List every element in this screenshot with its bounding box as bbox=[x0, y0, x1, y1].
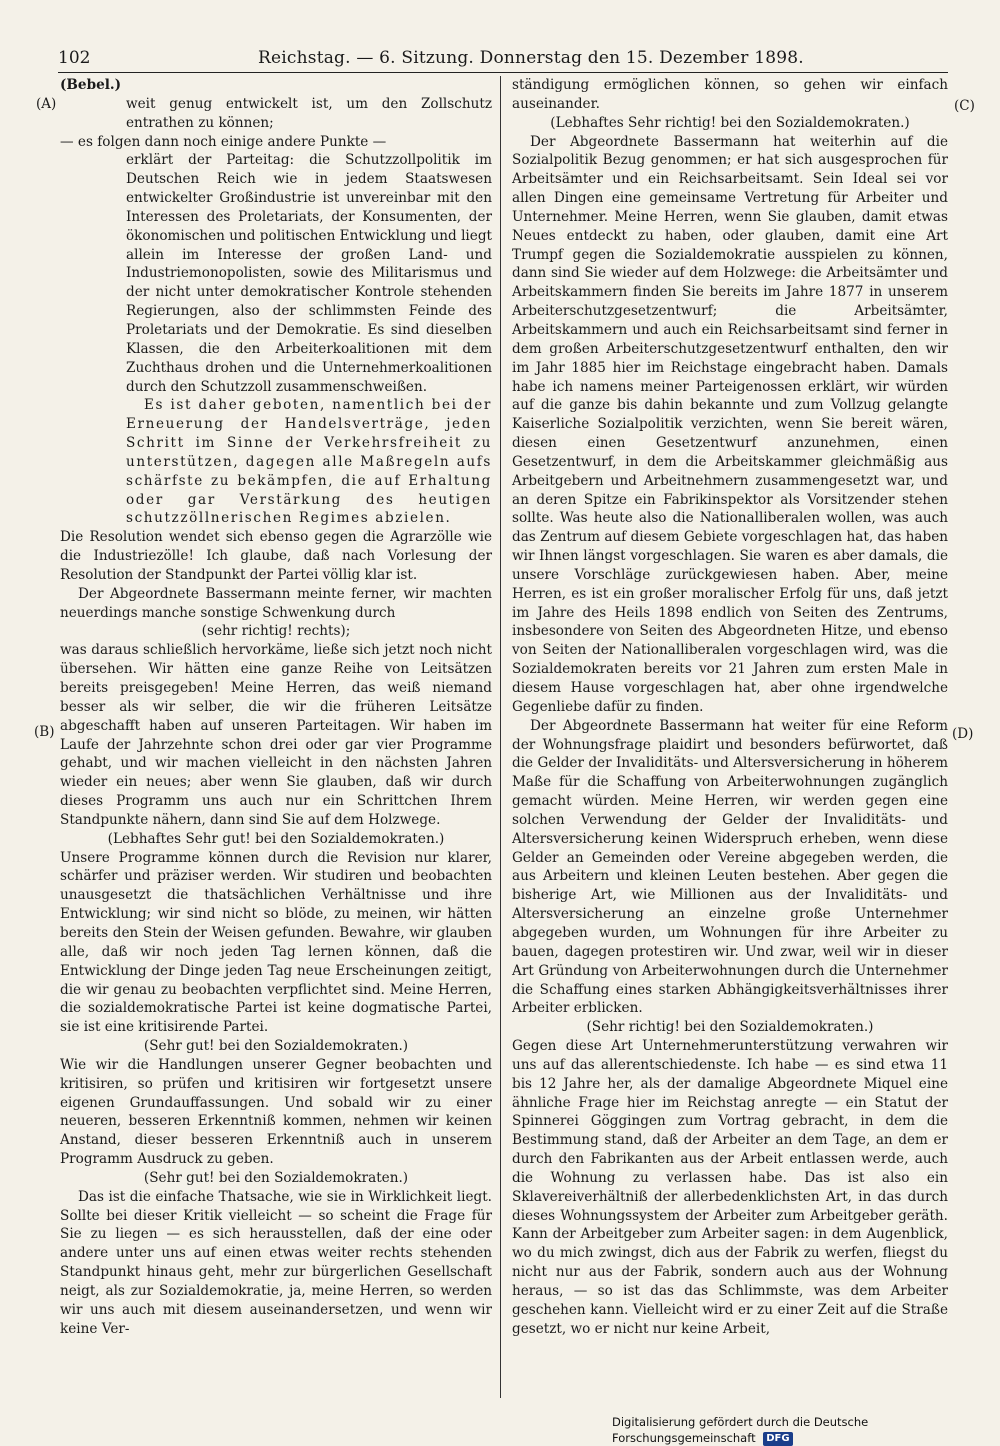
speaker-label: (Bebel.) bbox=[60, 77, 122, 93]
paragraph: Der Abgeordnete Bassermann hat weiter für eine Reform der Wohnungsfrage plaidirt und besonders befürwortet, daß die Gelder der Invaliditäts- und Altersversicherung in höherem Maße für die Schaffung von Arbeiterwohnungen zugänglich gemacht würden. Meine Herren, wir werden gegen eine solchen Verwendung der Gelder der Invaliditäts- und Altersversicherung keinen Widerspruch erheben, wenn diese Gelder an Gemeinden oder Vereine abgegeben werden, die aus Arbeitern und kleinen Leuten bestehen. Aber gegen die bisherige Art, wie Millionen aus der Invaliditäts- und Altersversicherung an einzelne große Unternehmer abgegeben wurden, um Wohnungen für ihre Arbeiter zu bauen, dagegen protestiren wir. Und zwar, weil wir in dieser Art Gründung von Arbeiterwohnungen durch die Unternehmer die Schaffung eines starken Abhängigkeitsverhältnisses ihrer Arbeiter erblicken. bbox=[512, 717, 948, 1017]
interjection: (Lebhaftes Sehr richtig! bei den Sozialdemokraten.) bbox=[550, 114, 910, 131]
running-title: Reichstag. — 6. Sitzung. Donnerstag den 15. Dezember 1898. bbox=[258, 48, 804, 68]
paragraph: was daraus schließlich hervorkäme, ließe sich jetzt noch nicht übersehen. Wir hätten eine ganze Reihe von Leitsätzen bereits preisgegeben! Meine Herren, das weiß niemand besser als wir selber, die wir die früheren Leitsätze abgeschafft haben auf unseren Parteitagen. Wir haben im Laufe der Jahrzehnte schon drei oder gar vier Programme gehabt, und wir machen vielleicht in den nächsten Jahren wieder ein neues; aber wenn Sie glauben, daß wir durch dieses Programm uns auch nur ein Schrittchen Ihrem Standpunkte nähern, dann sind Sie auf dem Holzwege. bbox=[60, 642, 492, 828]
quote-paragraph: erklärt der Parteitag: die Schutzzollpolitik im Deutschen Reich wie in jedem Staatswesen entwickelter Großindustrie ist unvereinbar mit den Interessen des Proletariats, der Konsumenten, der ökonomischen und politischen Entwicklung und liegt allein im Interesse der großen Land- und Industriemonopolisten, sowie des Militarismus und der nicht unter demokratischer Kontrole stehenden Regierungen, also der schlimmsten Feinde des Proletariats und der Demokratie. Es sind dieselben Klassen, die den Arbeiterkoalitionen mit dem Zuchthaus drohen und die Unternehmerkoalitionen durch den Schutzzoll zusammenschweißen. bbox=[126, 152, 492, 395]
interjection: (Sehr richtig! bei den Sozialdemokraten.) bbox=[586, 1019, 874, 1036]
paragraph: ständigung ermöglichen können, so gehen wir einfach auseinander. bbox=[512, 77, 948, 112]
page-header bbox=[58, 46, 948, 70]
quote-paragraph-spaced: Es ist daher geboten, namentlich bei der Erneuerung der Handelsverträge, jeden Schritt im Sinne der Verkehrsfreiheit zu unterstützen, dagegen alle Maßregeln aufs schärfste zu bekämpfen, die auf Erhaltung oder gar Verstärkung des heutigen schutzzöllnerischen Regimes abzielen. bbox=[126, 397, 492, 527]
interjection: (Lebhaftes Sehr gut! bei den Sozialdemokraten.) bbox=[107, 830, 445, 847]
paragraph: Unsere Programme können durch die Revision nur klarer, schärfer und präziser werden. Wir studiren und beobachten unausgesetzt die thatsächlichen Verhältnisse und ihre Entwicklung; wir sind nicht so blöde, zu meinen, wir hätten bereits den Stein der Weisen gefunden. Bewahre, wir glauben alle, daß wir noch jeden Tag lernen können, daß die Entwicklung der Dinge jeden Tag neue Erscheinungen zeitigt, die wir genau zu beobachten verpflichtet sind. Meine Herren, die sozialdemokratische Partei ist keine dogmatische Partei, sie ist eine kritisirende Partei. bbox=[60, 849, 492, 1036]
paragraph: Das ist die einfache Thatsache, wie sie in Wirklichkeit liegt. Sollte bei dieser Kritik vielleicht — so scheint die Frage für Sie zu liegen — es sich herausstellen, daß der eine oder andere unter uns auf einen etwas weiter rechts stehenden Standpunkt hinaus geht, mehr zur bürgerlichen Gesellschaft neigt, als zur Sozialdemokratie, ja, meine Herren, so werden wir uns auch mit diesem auseinandersetzen, und wenn wir keine Ver- bbox=[60, 1188, 492, 1337]
interjection: (sehr richtig! rechts); bbox=[201, 623, 351, 640]
paragraph: Der Abgeordnete Bassermann hat weiterhin auf die Sozialpolitik Bezug genommen; er hat sich ausgesprochen für Arbeitsämter und ein Reichsarbeitsamt. Sein Ideal sei vor allen Dingen eine gemeinsame Vertretung für Arbeiter und Unternehmer. Meine Herren, wenn Sie glauben, damit etwas Neues entdeckt zu haben, oder glauben, damit eine Art Trumpf gegen die Sozialdemokratie ausspielen zu können, dann sind Sie wieder auf dem Holzwege: die Arbeitsämter und Arbeitskammern finden Sie bereits im Jahre 1877 in unserem Arbeiterschutzgesetzentwurf; die Arbeitsämter, Arbeitskammern und auch ein Reichsarbeitsamt sind ferner in dem großen Arbeiterschutzgesetzentwurf enthalten, den wir im Jahr 1885 hier im Reichstage eingebracht haben. Damals habe ich namens meiner Parteigenossen erklärt, wir würden auf die ganze bis dahin bekannte und zum Vollzug gelangte Kaiserliche Sozialpolitik verzichten, wenn Sie bereit wären, diesen einen Gesetzentwurf anzunehmen, einen Gesetzentwurf, in dem die Arbeitskammer gleichmäßig aus Arbeitgebern und Arbeitnehmern zusammengesetzt war, und an deren Spitze ein Fabrikinspektor als Vorsitzender stehen sollte. Was heute also die Nationalliberalen wollen, was auch das Zentrum auf diesem Gebiete vorgeschlagen hat, das haben wir Ihnen längst vorgeschlagen. Sie waren es aber damals, die unsere Vorschläge zurückgewiesen haben. Aber, meine Herren, es ist ein großer moralischer Erfolg für uns, daß jetzt im Jahre des Heils 1898 endlich von Seiten des Zentrums, insbesondere von Seiten des Abgeordneten Hitze, und ebenso von Seiten der Nationalliberalen vorgeschlagen wird, was die Sozialdemokraten bereits vor 21 Jahren zum ersten Male in diesem Hause vorgeschlagen hat, aber ohne irgendwelche Gegenliebe dafür zu finden. bbox=[512, 133, 948, 715]
footer-text: Digitalisierung gefördert durch die Deutsche Forschungsgemeinschaft bbox=[612, 1415, 869, 1445]
column-divider bbox=[500, 76, 501, 1398]
header-rule bbox=[58, 72, 948, 73]
margin-marker-a: (A) bbox=[36, 96, 57, 112]
footer-credit bbox=[612, 1414, 964, 1445]
margin-marker-b: (B) bbox=[34, 724, 55, 740]
dfg-logo: DFG bbox=[763, 1432, 792, 1446]
quote-paragraph: weit genug entwickelt ist, um den Zollschutz entrathen zu können; bbox=[126, 95, 492, 131]
aside-line: — es folgen dann noch einige andere Punkte — bbox=[60, 133, 387, 150]
paragraph: Der Abgeordnete Bassermann meinte ferner, wir machten neuerdings manche sonstige Schwenkung durch bbox=[60, 585, 492, 621]
interjection: (Sehr gut! bei den Sozialdemokraten.) bbox=[143, 1038, 409, 1055]
margin-marker-d: (D) bbox=[952, 726, 974, 742]
paragraph: Wie wir die Handlungen unserer Gegner beobachten und kritisiren, so prüfen und kritisiren wir fortgesetzt unsere eigenen Grundauffassungen. Und sobald wir zu einer neueren, besseren Erkenntniß kommen, nehmen wir keinen Anstand, dieser besseren Erkenntniß auch in unserem Programm Ausdruck zu geben. bbox=[60, 1056, 492, 1168]
page-number: 102 bbox=[58, 48, 91, 68]
paragraph: Die Resolution wendet sich ebenso gegen die Agrarzölle wie die Industriezölle! Ich glaube, daß nach Vorlesung der Resolution der Standpunkt der Partei völlig klar ist. bbox=[60, 529, 492, 583]
paragraph: Gegen diese Art Unternehmerunterstützung verwahren wir uns auf das allerentschiedenste. Ich habe — es sind etwa 11 bis 12 Jahre her, als der damalige Abgeordnete Miquel eine ähnliche Frage hier im Reichstag anregte — ein Statut der Spinnerei Göggingen zum Vortrag gebracht, in dem die Bestimmung stand, daß der Arbeiter an dem Tage, an dem er durch den Fabrikanten aus der Arbeit entlassen werde, auch die Wohnung zu verlassen habe. Das ist also ein Sklavereiverhältniß der allerbedenklichsten Art, in das durch dieses Wohnungssystem der Arbeiter zum Arbeitgeber geräth. Kann der Arbeitgeber zum Arbeiter sagen: in dem Augenblick, wo du mich zwingst, dich aus der Fabrik zu werfen, fliegst du nicht nur aus der Fabrik, sondern auch aus der Wohnung heraus, — so ist das das Schlimmste, was dem Arbeiter geschehen kann. Vielleicht wird er zu einer Zeit auf die Straße gesetzt, wo er nicht nur keine Arbeit, bbox=[512, 1038, 948, 1337]
margin-marker-c: (C) bbox=[954, 98, 975, 114]
right-column bbox=[512, 76, 948, 1339]
interjection: (Sehr gut! bei den Sozialdemokraten.) bbox=[143, 1169, 409, 1186]
left-column bbox=[60, 76, 492, 1339]
